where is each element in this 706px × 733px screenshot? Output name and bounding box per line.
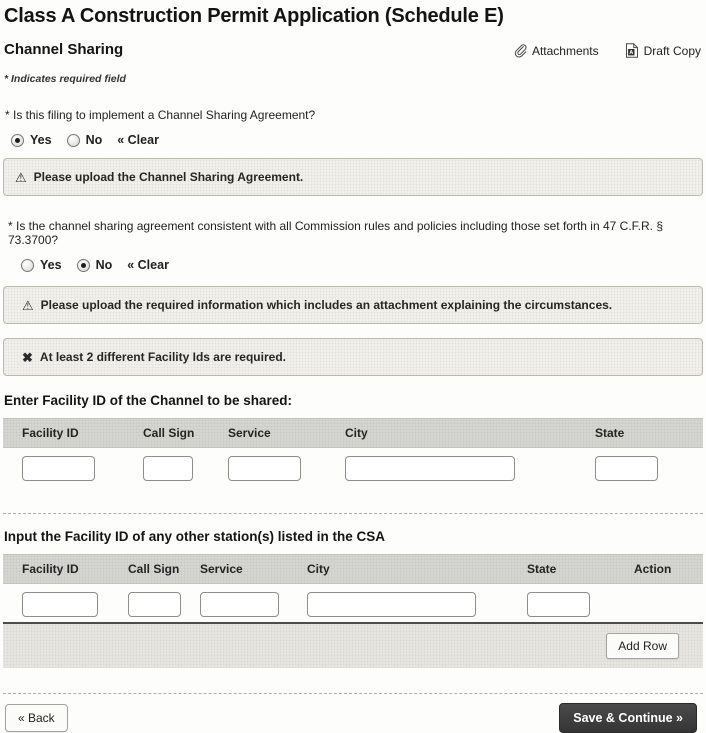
column-header: State <box>595 426 625 440</box>
radio-unselected-icon <box>67 134 80 147</box>
draft-copy-link[interactable] <box>625 43 701 58</box>
q2-clear-link[interactable]: « Clear <box>127 258 169 272</box>
t1-call-sign-input[interactable] <box>143 456 193 481</box>
radio-group-csa-consistent <box>21 257 703 273</box>
section-title: Channel Sharing <box>4 41 124 58</box>
column-header: Service <box>228 426 271 440</box>
shared-channel-table-header <box>3 418 703 448</box>
q2-no-label: No <box>95 258 113 272</box>
warning-icon: ⚠ <box>15 169 27 185</box>
page-title: Class A Construction Permit Application (Schedule E) <box>4 5 504 27</box>
t1-facility-id-input[interactable] <box>22 456 95 481</box>
other-stations-table-footer <box>3 624 703 668</box>
error-icon: ✖ <box>22 349 33 365</box>
draft-copy-label: Draft Copy <box>643 43 701 58</box>
radio-group-implement-csa <box>11 132 703 148</box>
t2-facility-id-input[interactable] <box>22 592 98 617</box>
t2-call-sign-input[interactable] <box>128 592 181 617</box>
radio-unselected-icon <box>21 259 34 272</box>
question-implement-csa: * Is this filing to implement a Channel Sharing Agreement? <box>5 108 316 122</box>
action-cell <box>634 584 703 622</box>
column-header: Call Sign <box>128 562 180 576</box>
shared-channel-heading: Enter Facility ID of the Channel to be shared: <box>4 393 293 408</box>
warning-icon: ⚠ <box>22 297 34 313</box>
other-stations-table-row <box>3 584 703 624</box>
question-csa-consistent: * Is the channel sharing agreement consistent with all Commission rules and policies including those set forth in 47 C.F.R. § 73.3700? <box>8 219 664 247</box>
q2-yes-label: Yes <box>40 258 62 272</box>
shared-channel-table-row <box>3 448 703 493</box>
error-facility-ids-text: At least 2 different Facility Ids are required. <box>39 350 286 364</box>
back-button[interactable]: « Back <box>5 704 68 732</box>
column-header: State <box>527 562 557 576</box>
header-links <box>513 43 703 58</box>
warning-upload-agreement <box>3 158 703 196</box>
column-header: Facility ID <box>22 562 79 576</box>
t1-city-input[interactable] <box>345 456 515 481</box>
t2-city-input[interactable] <box>307 592 476 617</box>
svg-text:A: A <box>628 50 633 57</box>
t1-state-input[interactable] <box>595 456 658 481</box>
q1-no-radio[interactable] <box>67 133 103 147</box>
error-facility-ids <box>3 338 703 376</box>
t2-service-input[interactable] <box>200 592 279 617</box>
column-header: Action <box>634 562 672 576</box>
column-header: Facility ID <box>22 426 79 440</box>
radio-selected-icon <box>11 134 24 147</box>
warning-upload-required-info <box>3 286 703 324</box>
q1-yes-label: Yes <box>30 133 52 147</box>
section-header <box>3 41 703 58</box>
q2-yes-radio[interactable] <box>21 258 62 272</box>
add-row-button[interactable]: Add Row <box>606 633 679 659</box>
warning-upload-agreement-text: Please upload the Channel Sharing Agreement. <box>33 170 304 184</box>
q2-no-radio[interactable] <box>77 258 113 272</box>
warning-upload-required-info-text: Please upload the required information which includes an attachment explaining the circumstances. <box>40 298 613 312</box>
q1-clear-link[interactable]: « Clear <box>117 133 159 147</box>
column-header: Call Sign <box>143 426 195 440</box>
q1-no-label: No <box>85 133 103 147</box>
column-header: Service <box>200 562 243 576</box>
q1-yes-radio[interactable] <box>11 133 52 147</box>
other-stations-table-header <box>3 554 703 584</box>
footer-divider <box>3 693 703 694</box>
attachments-link[interactable] <box>513 44 599 58</box>
column-header: City <box>307 562 330 576</box>
other-stations-heading: Input the Facility ID of any other station(s) listed in the CSA <box>4 529 386 544</box>
t1-service-input[interactable] <box>228 456 301 481</box>
save-continue-button[interactable]: Save & Continue » <box>559 703 697 733</box>
paperclip-icon <box>513 44 527 58</box>
column-header: City <box>345 426 368 440</box>
attachments-label: Attachments <box>531 43 599 58</box>
section-divider <box>3 513 703 514</box>
required-field-note: * Indicates required field <box>4 73 126 85</box>
radio-selected-icon <box>77 259 90 272</box>
document-icon <box>625 43 639 58</box>
t2-state-input[interactable] <box>527 592 590 617</box>
